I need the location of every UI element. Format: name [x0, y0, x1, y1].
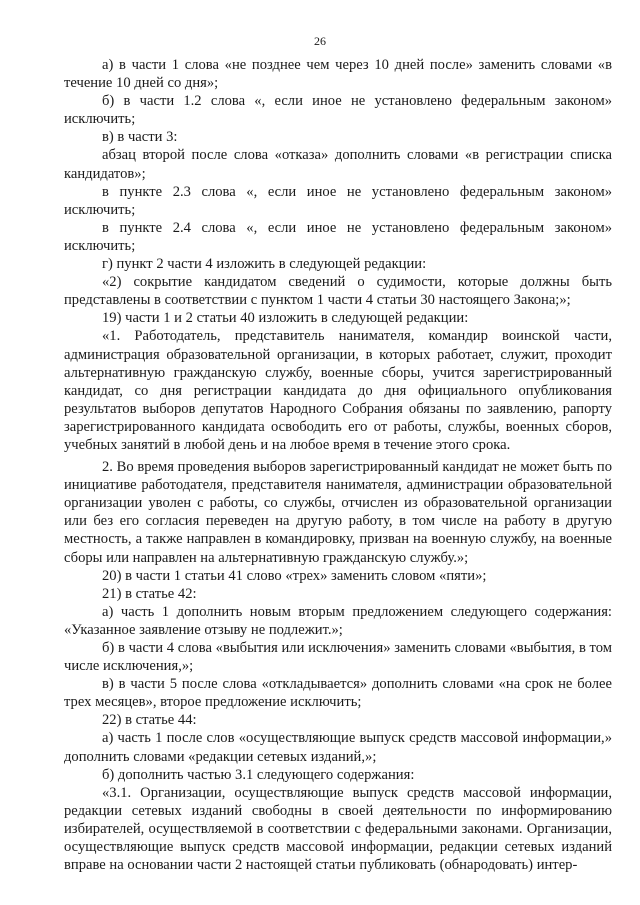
paragraph-22-a: а) часть 1 после слов «осуществляющие выпуск средств массовой информации,» дополнить словами «редакции сетевых изданий,»;	[64, 730, 612, 765]
paragraph-21-a: а) часть 1 дополнить новым вторым предложением следующего содержания: «Указанное заявление отзыву не подлежит.»;	[64, 603, 612, 638]
paragraph-item-22: 22) в статье 44:	[102, 712, 197, 729]
paragraph-a-part-1: а) в части 1 слова «не позднее чем через 10 дней после» заменить словами «в течение 10 дней со дня»;	[64, 57, 612, 92]
paragraph-22-b: б) дополнить частью 3.1 следующего содержания:	[102, 766, 415, 783]
paragraph-21-v: в) в части 5 после слова «откладывается» дополнить словами «на срок не более трех месяцев», второе предложение исключить;	[64, 676, 612, 711]
page-number: 26	[314, 34, 326, 48]
paragraph-part-3-1: «3.1. Организации, осуществляющие выпуск средств массовой информации, редакции сетевых изданий свободны в своей деятельности по информированию избирателей, осуществляемой в соответствии с федеральными законами. Организации, осуществляющие выпуск средств массовой информации, редакции сетевых изданий вправе на основании части 2 настоящей статьи публиковать (обнародовать) интер-	[64, 784, 612, 874]
paragraph-point-2-4: в пункте 2.4 слова «, если иное не установлено федеральным законом» исключить;	[64, 219, 612, 254]
paragraph-item-21: 21) в статье 42:	[102, 585, 197, 602]
paragraph-g-point-2: г) пункт 2 части 4 изложить в следующей редакции:	[102, 256, 427, 273]
paragraph-second-abzac: абзац второй после слова «отказа» дополнить словами «в регистрации списка кандидатов»;	[64, 147, 612, 182]
paragraph-21-b: б) в части 4 слова «выбытия или исключения» заменить словами «выбытия, в том числе исключения,»;	[64, 640, 612, 675]
paragraph-item-19: 19) части 1 и 2 статьи 40 изложить в следующей редакции:	[102, 310, 469, 327]
paragraph-b-part-1-2: б) в части 1.2 слова «, если иное не установлено федеральным законом» исключить;	[64, 93, 612, 128]
paragraph-item-20: 20) в части 1 статьи 41 слово «трех» заменить словом «пяти»;	[102, 567, 487, 584]
paragraph-article-40-part-2: 2. Во время проведения выборов зарегистрированный кандидат не может быть по инициативе работодателя, представителя нанимателя, администрации образовательной организации уволен с работы, со службы, отчислен из образовательной организации или без его согласия переведен на другую работу, в том числе на работу в другую местность, а также направлен в командировку, призван на военную службу, на военные сборы или направлен на альтернативную гражданскую службу.»;	[64, 459, 612, 566]
document-body	[64, 56, 612, 874]
paragraph-point-2-3: в пункте 2.3 слова «, если иное не установлено федеральным законом» исключить;	[64, 183, 612, 218]
paragraph-article-40-part-1: «1. Работодатель, представитель нанимателя, командир воинской части, администрация образовательной организации, в которых работает, служит, проходит альтернативную гражданскую службу, военные сборы, учится зарегистрированный кандидат, со дня регистрации кандидата до дня официального опубликования результатов выборов депутатов Народного Собрания обязаны по заявлению, рапорту зарегистрированного кандидата освободить его от работы, службы, военных сборов, учебных занятий в любой день и на любое время в течение этого срока.	[64, 328, 612, 453]
paragraph-v-part-3: в) в части 3:	[102, 129, 178, 146]
paragraph-quote-concealment: «2) сокрытие кандидатом сведений о судимости, которые должны быть представлены в соответствии с пунктом 1 части 4 статьи 30 настоящего Закона;»;	[64, 274, 612, 309]
